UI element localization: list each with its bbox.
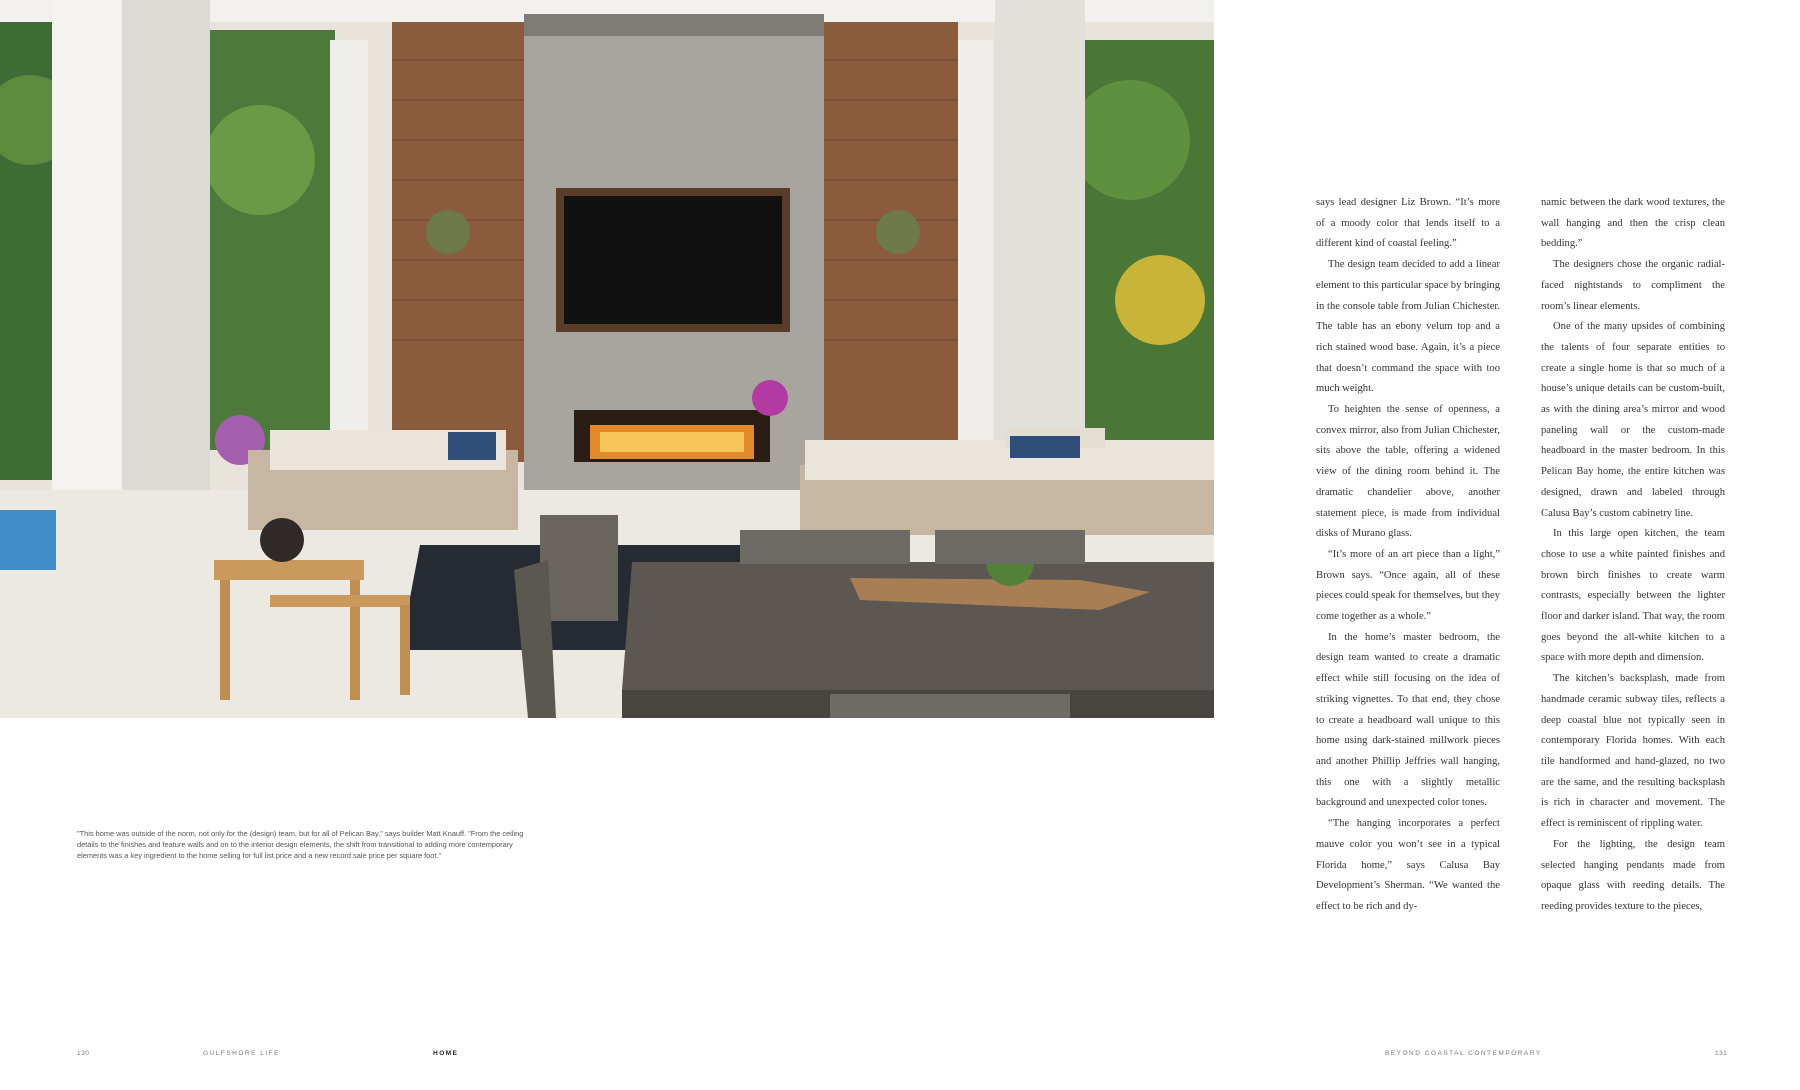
article-column-2 <box>1541 193 1725 918</box>
paragraph: says lead designer Liz Brown. “It’s more of a moody color that lends itself to a different kind of coastal feeling.” <box>1316 197 1500 250</box>
paragraph: “The hanging incorporates a perfect mauve color you won’t see in a typical Florida home,” says Calusa Bay Development’s Sherman. “We wanted the effect to be rich and dy- <box>1316 818 1500 912</box>
magazine-name: GULFSHORE LIFE <box>203 1050 280 1057</box>
story-title: BEYOND COASTAL CONTEMPORARY <box>1385 1050 1542 1057</box>
paragraph: The design team decided to add a linear element to this particular space by bringing in the console table from Julian Chichester. The table has an ebony velum top and a rich stained wood base. Again, it’s a piece that doesn’t command the space with too much weight. <box>1316 259 1500 395</box>
paragraph: To heighten the sense of openness, a convex mirror, also from Julian Chichester, sits above the table, offering a widened view of the dining room behind it. The dramatic chandelier above, another statement piece, is made from individual disks of Murano glass. <box>1316 404 1500 540</box>
paragraph: One of the many upsides of combining the talents of four separate entities to create a single home is that so much of a house’s unique details can be custom-built, as with the dining area’s mirror and wood paneling wall or the custom-made headboard in the master bedroom. In this Pelican Bay home, the entire kitchen was designed, drawn and labeled through Calusa Bay’s custom cabinetry line. <box>1541 321 1725 519</box>
paragraph: In this large open kitchen, the team chose to use a white painted finishes and brown birch finishes to create warm contrasts, especially between the lighter floor and darker island. That way, the room goes beyond the all-white kitchen to a space with more depth and dimension. <box>1541 528 1725 664</box>
paragraph: The kitchen’s backsplash, made from handmade ceramic subway tiles, reflects a deep coastal blue not typically seen in contemporary Florida homes. With each tile handformed and hand-glazed, no two are the same, and the resulting backsplash is rich in character and movement. The effect is reminiscent of rippling water. <box>1541 673 1725 830</box>
article-column-1 <box>1316 193 1500 918</box>
page-number-right: 131 <box>1715 1050 1728 1057</box>
paragraph: For the lighting, the design team selected hanging pendants made from opaque glass with reeding details. The reeding provides texture to the pieces, <box>1541 838 1725 912</box>
paragraph: “It’s more of an art piece than a light,” Brown says. “Once again, all of these pieces could speak for themselves, but they come together as a whole.” <box>1316 548 1500 623</box>
paragraph: The designers chose the organic radial-faced nightstands to compliment the room’s linear elements. <box>1541 259 1725 312</box>
feature-photo <box>0 0 1214 718</box>
photo-caption: "This home was outside of the norm, not only for the (design) team, but for all of Pelican Bay," says builder Matt Knauff. "From the ceiling details to the finishes and feature walls and on to the interior design elements, the shift from transitional to adding more contemporary elements was a key ingredient to the home selling for full list price and a new record sale price per square foot." <box>77 829 524 860</box>
page-number-left: 130 <box>77 1050 90 1057</box>
paragraph: namic between the dark wood textures, the wall hanging and then the crisp clean bedding.” <box>1541 197 1725 250</box>
section-label: HOME <box>433 1050 459 1057</box>
paragraph: In the home’s master bedroom, the design team wanted to create a dramatic effect while still focusing on the idea of striking vignettes. To that end, they chose to create a headboard wall unique to this home using dark-stained millwork pieces and another Phillip Jeffries wall hanging, this one with a slightly metallic background and unexpected color tones. <box>1316 631 1500 809</box>
